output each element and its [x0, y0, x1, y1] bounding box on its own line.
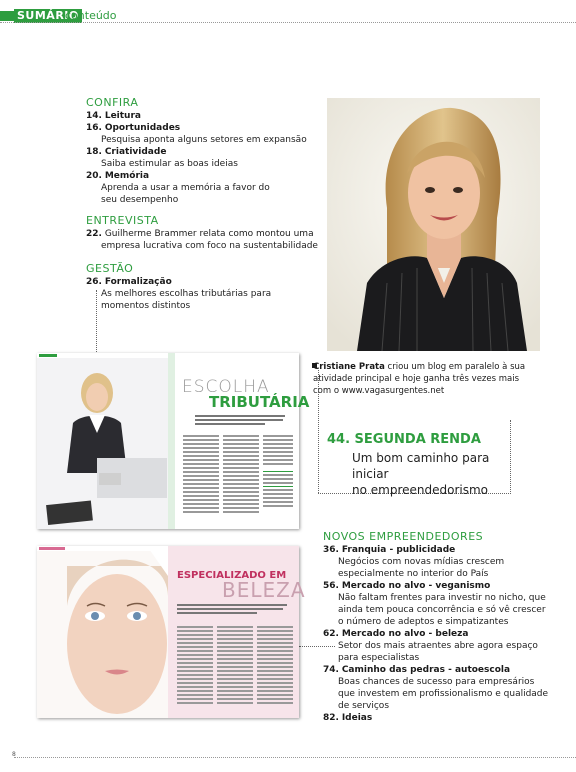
toc-entry[interactable]: 36. Franquia - publicidade	[323, 545, 456, 555]
toc-entry[interactable]: 82. Ideias	[323, 713, 373, 723]
toc-entry[interactable]: 74. Caminho das pedras - autoescola	[323, 665, 511, 675]
article-column	[257, 626, 293, 706]
toc-entry-desc: Pesquisa aponta alguns setores em expansão	[101, 135, 307, 145]
footer-divider	[14, 757, 576, 758]
toc-entry[interactable]: 22. Guilherme Brammer relata como montou uma	[86, 229, 314, 239]
article-column	[183, 435, 219, 515]
feature-subtitle: Um bom caminho para iniciar no empreendedorismo	[352, 451, 490, 497]
connector-line	[299, 646, 335, 647]
toc-entry[interactable]: 16. Oportunidades	[86, 123, 181, 133]
photo-caption: Cristiane Prata criou um blog em paralelo à sua atividade principal e hoje ganha três vezes mais com o www.vagasurgentes.net	[313, 362, 526, 396]
article-title-line2: BELEZA	[222, 578, 306, 602]
toc-entry[interactable]: 20. Memória	[86, 171, 150, 181]
toc-entry-desc: de serviços	[338, 701, 390, 711]
toc-entry[interactable]: 18. Criatividade	[86, 147, 167, 157]
toc-entry-desc: ainda tem pouca concorrência e só vê crescer	[338, 605, 546, 615]
toc-entry[interactable]: 14. Leitura	[86, 111, 141, 121]
article-lede	[195, 415, 285, 427]
article-column	[263, 435, 293, 509]
toc-entry-desc: especialmente no interior do País	[338, 569, 489, 579]
portrait-photo	[327, 98, 540, 351]
toc-entry-desc: seu desempenho	[101, 195, 179, 205]
article-title-line1: ESCOLHA	[182, 377, 270, 397]
toc-entry-desc: que investem em profissionalismo e qualidade	[338, 689, 549, 699]
header-bar	[0, 11, 14, 21]
article-lede	[177, 604, 287, 616]
toc-entry[interactable]: 26. Formalização	[86, 277, 172, 287]
feature-title[interactable]: 44. SEGUNDA RENDA	[327, 432, 481, 447]
toc-entry[interactable]: 62. Mercado no alvo - beleza	[323, 629, 469, 639]
article-column	[223, 435, 259, 515]
page-number: 8	[12, 751, 16, 758]
article-title-line2: TRIBUTÁRIA	[209, 393, 310, 411]
toc-entry-desc: As melhores escolhas tributárias para	[101, 289, 272, 299]
connector-line	[96, 290, 97, 352]
section-title-entrevista: ENTREVISTA	[86, 214, 159, 227]
section-title-gestao: GESTÃO	[86, 262, 134, 275]
article-preview-beleza[interactable]	[37, 546, 306, 718]
toc-entry-desc: Aprenda a usar a memória a favor do	[101, 183, 270, 193]
toc-entry-desc: Não faltam frentes para investir no nicho, que	[338, 593, 546, 603]
article-title-line1: ESPECIALIZADO EM	[177, 570, 287, 581]
toc-entry-desc: empresa lucrativa com foco na sustentabilidade	[101, 241, 318, 251]
section-label: SUMÁRIO	[14, 9, 82, 23]
article-column	[217, 626, 253, 706]
toc-entry-desc: momentos distintos	[101, 301, 191, 311]
section-title-novos: NOVOS EMPREENDEDORES	[323, 530, 484, 543]
article-preview-tributaria[interactable]	[37, 353, 310, 529]
toc-entry-desc: Setor dos mais atraentes abre agora espaço	[338, 641, 538, 651]
article-column	[177, 626, 213, 706]
toc-entry-desc: Saiba estimular as boas ideias	[101, 159, 238, 169]
toc-entry-desc: para especialistas	[338, 653, 420, 663]
toc-entry[interactable]: 56. Mercado no alvo - veganismo	[323, 581, 491, 591]
section-sublabel: conteúdo	[65, 9, 117, 22]
header-divider	[0, 22, 576, 23]
toc-entry-desc: Boas chances de sucesso para empresários	[338, 677, 535, 687]
toc-entry-desc: Negócios com novas mídias crescem	[338, 557, 505, 567]
section-title-confira: CONFIRA	[86, 96, 139, 109]
toc-entry-desc: o número de adeptos e simpatizantes	[338, 617, 509, 627]
